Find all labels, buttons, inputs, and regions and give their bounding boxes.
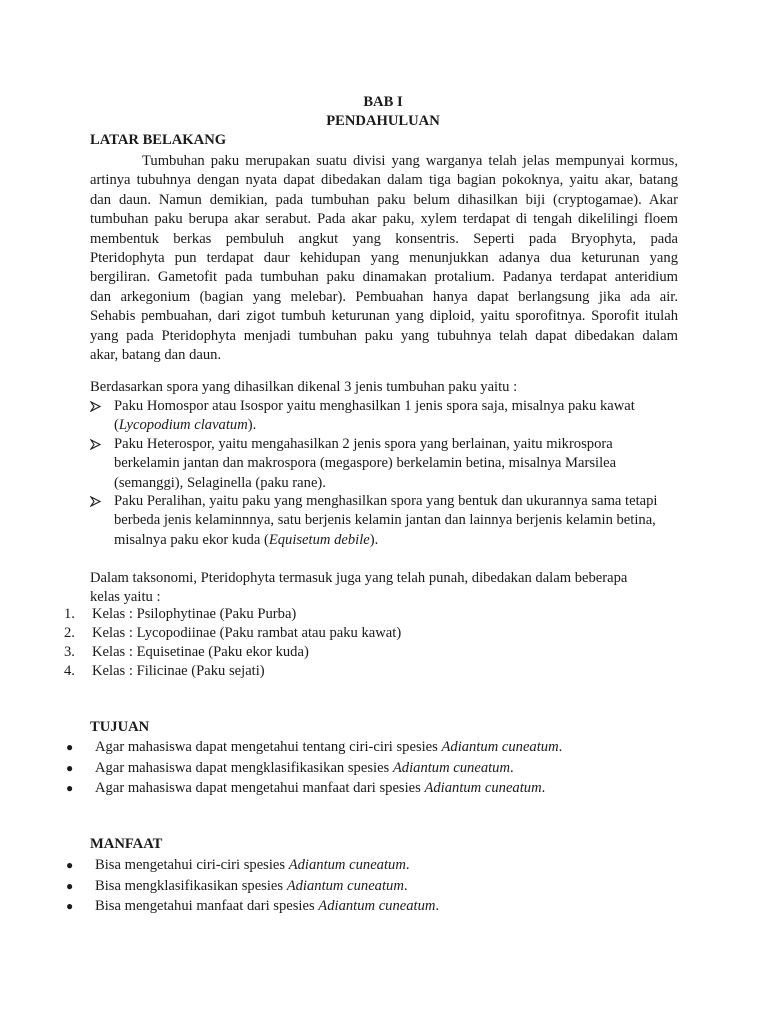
species-prefix: misalnya paku ekor kuda (: [114, 531, 269, 548]
list-number: 1.: [64, 606, 75, 622]
section-title-manfaat: MANFAAT: [90, 836, 163, 852]
taksonomi-paragraph: [90, 569, 690, 608]
kelas-list-item: [64, 643, 309, 662]
tujuan-list-item: [66, 738, 562, 757]
tujuan-list-item: [66, 779, 545, 798]
list-number: 2.: [64, 625, 75, 641]
item-text: Bisa mengetahui ciri-ciri spesies: [95, 857, 289, 873]
dot-bullet-icon: ●: [66, 761, 74, 775]
item-end: .: [435, 898, 440, 914]
species-name: Lycopodium clavatum: [118, 417, 248, 434]
paren-close: ).: [247, 417, 257, 434]
spora-item-line: berbeda jenis kelaminnnya, satu berjenis kelamin jantan dan lainnya berjenis kelamin betina,: [114, 512, 656, 529]
species-name: Adiantum cuneatum: [286, 878, 404, 894]
dot-bullet-icon: ●: [66, 879, 74, 893]
spora-intro: [90, 378, 690, 397]
item-end: .: [403, 878, 408, 894]
kelas-text: Kelas : Equisetinae (Paku ekor kuda): [92, 644, 309, 660]
section-title-tujuan: TUJUAN: [90, 719, 150, 735]
item-text: Agar mahasiswa dapat mengetahui manfaat dari spesies: [95, 780, 425, 796]
paragraph-line: tumbuhan paku berupa akar serabut. Pada akar paku, xylem terdapat di tengah dikelilingi floem: [90, 211, 678, 228]
section-title-latar-belakang: LATAR BELAKANG: [90, 132, 227, 148]
arrow-bullet-icon: [90, 492, 102, 518]
spora-item-line-species: [114, 416, 684, 435]
kelas-list-item: [64, 605, 296, 624]
spora-item-line: Paku Heterospor, yaitu mengahasilkan 2 jenis spora yang berlainan, yaitu mikrospora: [114, 436, 613, 452]
item-text: Bisa mengklasifikasikan spesies: [95, 878, 287, 894]
item-end: .: [510, 760, 514, 776]
kelas-list-item: [64, 624, 401, 643]
item-end: .: [405, 857, 410, 873]
manfaat-list-item: [66, 897, 439, 916]
paragraph-line: bergiliran. Gametofit pada tumbuhan paku dinamakan protalium. Padanya terdapat anteridium: [90, 269, 678, 286]
kelas-list-item: [64, 662, 265, 681]
species-name: Adiantum cuneatum: [441, 739, 559, 755]
list-number: 3.: [64, 644, 75, 660]
paragraph-line: Pteridophyta pun terdapat daur kehidupan yang menunjukkan adanya dua keturunan yang: [90, 249, 678, 266]
paragraph-line: membentuk berkas pembuluh angkut yang konsentris. Seperti pada Bryophyta, pada: [90, 230, 678, 247]
taksonomi-line: kelas yaitu :: [90, 589, 161, 606]
spora-item-line: (semanggi), Selaginella (paku rane).: [114, 474, 326, 491]
paragraph-line: akar, batang dan daun.: [90, 346, 222, 363]
kelas-text: Kelas : Lycopodiinae (Paku rambat atau paku kawat): [92, 625, 402, 641]
taksonomi-line: Dalam taksonomi, Pteridophyta termasuk juga yang telah punah, dibedakan dalam beberapa: [90, 570, 628, 586]
item-end: .: [558, 739, 563, 755]
item-text: Bisa mengetahui manfaat dari spesies: [95, 898, 319, 914]
dot-bullet-icon: ●: [66, 858, 74, 872]
spora-item-line-species: [114, 531, 684, 550]
paren-open: (: [114, 417, 119, 434]
kelas-text: Kelas : Filicinae (Paku sejati): [92, 663, 265, 679]
spora-item-line: berkelamin jantan dan makrospora (megaspore) berkelamin betina, misalnya Marsilea: [114, 455, 617, 472]
dot-bullet-icon: ●: [66, 899, 74, 913]
arrow-bullet-icon: [90, 435, 102, 461]
dot-bullet-icon: ●: [66, 781, 74, 795]
paragraph-line: artinya tubuhnya dengan nyata dapat dibedakan dalam tiga bagian pokoknya, yaitu akar, batang: [90, 172, 678, 189]
species-name: Adiantum cuneatum: [318, 898, 436, 914]
paragraph-line: Tumbuhan paku merupakan suatu divisi yang warganya telah jelas mempunyai kormus,: [142, 153, 678, 169]
species-name: Adiantum cuneatum: [288, 857, 406, 873]
species-name: Adiantum cuneatum: [392, 760, 511, 776]
chapter-title: PENDAHULUAN: [326, 113, 440, 129]
paragraph-line: dan daun. Namun demikian, pada tumbuhan paku belum dihasilkan biji (cryptogamae). Akar: [90, 191, 678, 208]
spora-item-line: Paku Peralihan, yaitu paku yang menghasilkan spora yang bentuk dan ukurannya sama tetapi: [114, 493, 658, 509]
item-text: Agar mahasiswa dapat mengklasifikasikan spesies: [95, 760, 393, 776]
paragraph-line: Sehabis pembuahan, dari zigot tumbuh keturunan yang diploid, yaitu sporofitnya. Sporofit itulah: [90, 308, 678, 325]
paren-close: ).: [369, 531, 379, 548]
spora-item-line: Paku Homospor atau Isospor yaitu menghasilkan 1 jenis spora saja, misalnya paku kawat: [114, 398, 635, 414]
chapter-label: BAB I: [363, 94, 403, 110]
item-end: .: [541, 780, 546, 796]
manfaat-list-item: [66, 856, 410, 875]
dot-bullet-icon: ●: [66, 740, 74, 754]
item-text: Agar mahasiswa dapat mengetahui tentang ciri-ciri spesies: [95, 739, 442, 755]
list-number: 4.: [64, 663, 75, 679]
paragraph-line: yang pada Pteridophyta menjadi tumbuhan paku yang tubuhnya telah dapat dibedakan dalam: [90, 327, 678, 344]
species-name: Equisetum debile: [268, 531, 370, 548]
paragraph-line: dan arkegonium (bagian yang melebar). Pembuahan hanya dapat berlangsung jika ada air.: [90, 288, 678, 305]
kelas-text: Kelas : Psilophytinae (Paku Purba): [92, 606, 297, 622]
spora-intro-text: Berdasarkan spora yang dihasilkan dikenal 3 jenis tumbuhan paku yaitu :: [90, 379, 518, 395]
arrow-bullet-icon: [90, 397, 102, 423]
tujuan-list-item: [66, 759, 514, 778]
manfaat-list-item: [66, 877, 408, 896]
latar-paragraph: [90, 152, 678, 365]
species-name: Adiantum cuneatum: [424, 780, 542, 796]
